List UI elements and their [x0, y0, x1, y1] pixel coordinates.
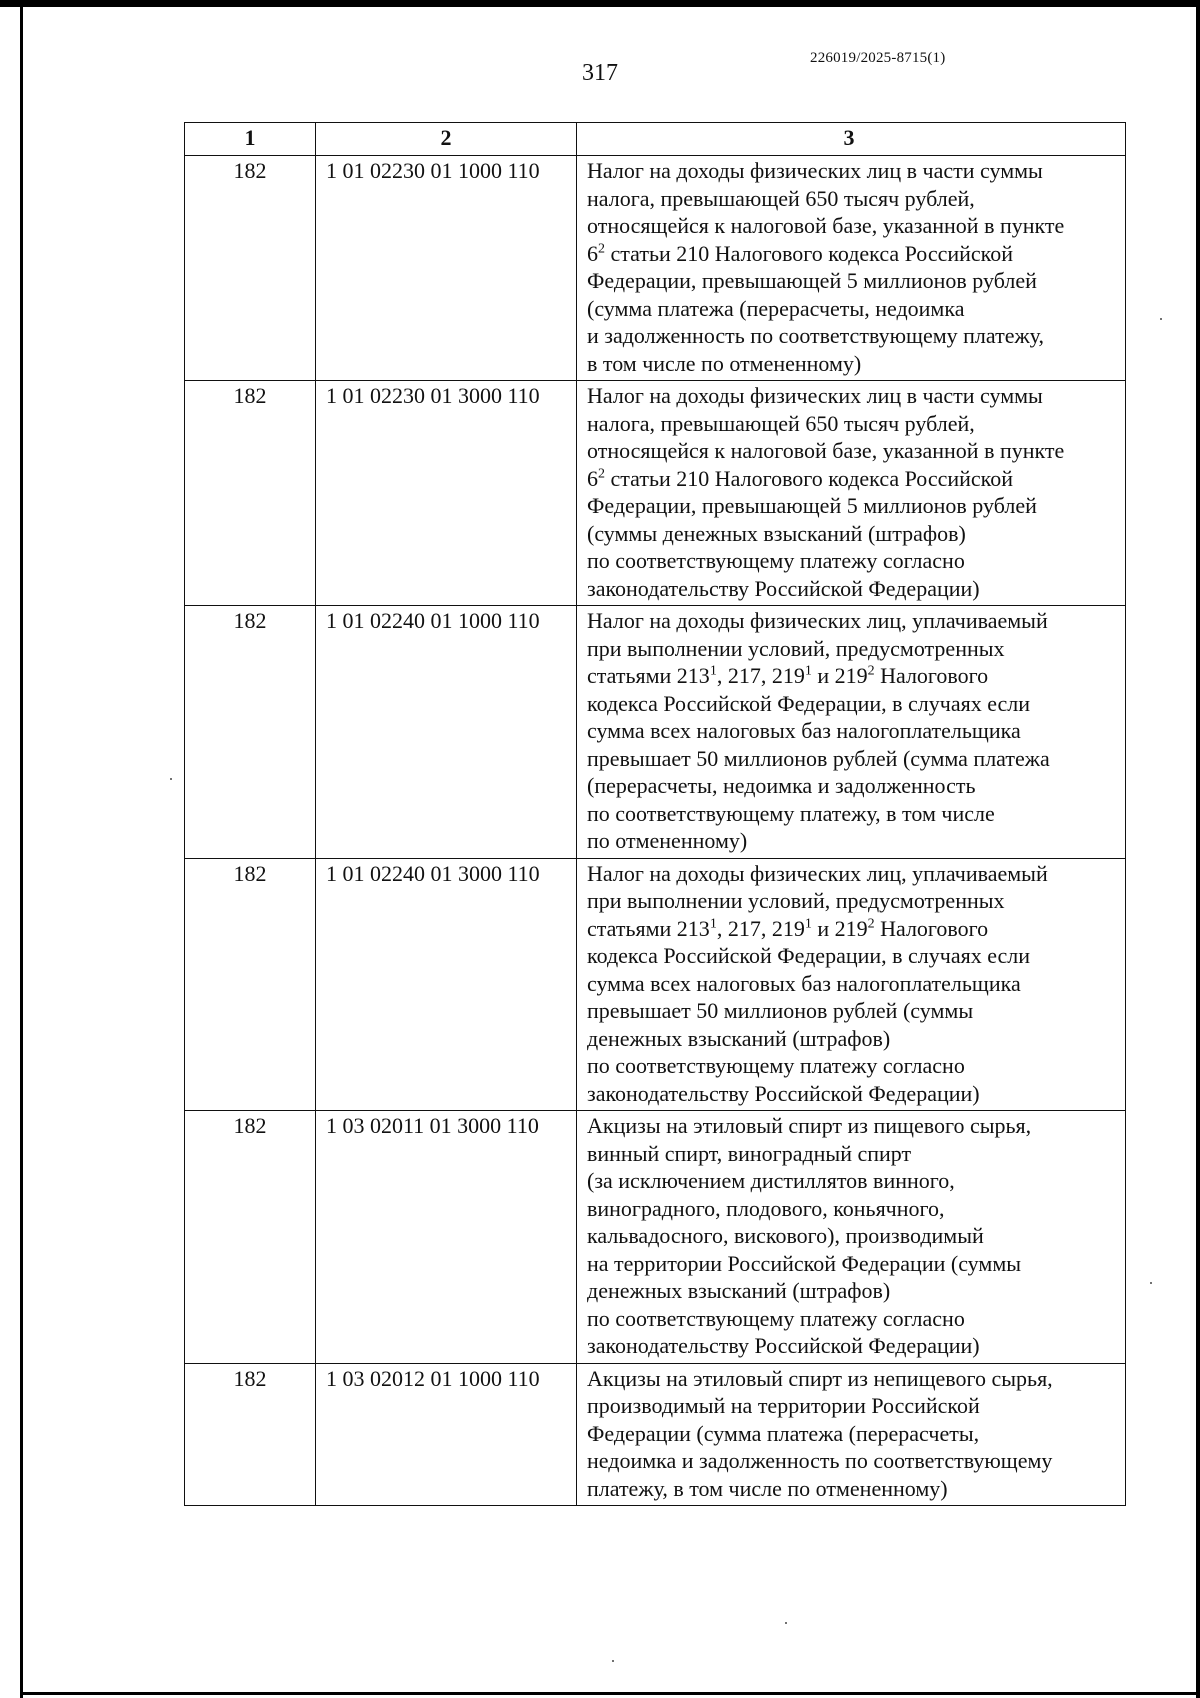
description-line: при выполнении условий, предусмотренных — [587, 888, 1005, 913]
table-row — [185, 156, 1126, 381]
description-line: (перерасчеты, недоимка и задолженность — [587, 773, 976, 798]
scan-border-bottom — [20, 1692, 1200, 1695]
description-line: недоимка и задолженность по соответствующему — [587, 1448, 1053, 1473]
budget-codes-table — [184, 122, 1126, 1506]
scan-speck — [612, 1660, 614, 1662]
revenue-description-cell — [577, 606, 1126, 859]
table-row — [185, 381, 1126, 606]
column-header-2: 2 — [316, 123, 577, 156]
description-line: (суммы денежных взысканий (штрафов) — [587, 520, 966, 546]
scan-speck — [1150, 1282, 1152, 1284]
scan-speck — [785, 1622, 787, 1624]
description-line: налога, превышающей 650 тысяч рублей, — [587, 410, 975, 436]
budget-classification-code-cell: 1 01 02240 01 1000 110 — [316, 606, 577, 859]
description-line: по отмененному) — [587, 828, 748, 853]
description-line: кальвадосного, вискового), производимый — [587, 1223, 984, 1248]
description-line: Налог на доходы физических лиц, уплачиваемый — [587, 608, 1048, 633]
description-line: по соответствующему платежу согласно — [587, 548, 965, 573]
scan-speck — [170, 778, 172, 780]
description-line: виноградного, плодового, коньячного, — [587, 1195, 945, 1221]
column-header-1: 1 — [185, 123, 316, 156]
table-body — [185, 156, 1126, 1506]
description-line: Акцизы на этиловый спирт из пищевого сырья, — [587, 1113, 1032, 1138]
budget-codes-table-container — [184, 122, 1126, 1506]
description-line: кодекса Российской Федерации, в случаях если — [587, 690, 1031, 716]
description-line: винный спирт, виноградный спирт — [587, 1140, 912, 1166]
admin-code-cell: 182 — [185, 1111, 316, 1364]
description-line: статьями $213^1$, 217, $219^1$ и $219^2$ Налогового — [587, 663, 989, 688]
table-header-row — [185, 123, 1126, 156]
description-line: Федерации, превышающей 5 миллионов рублей — [587, 493, 1037, 518]
scan-border-right — [1196, 0, 1200, 1698]
description-line: законодательству Российской Федерации) — [587, 1080, 980, 1106]
description-line: Федерации (сумма платежа (перерасчеты, — [587, 1420, 980, 1446]
admin-code-cell: 182 — [185, 606, 316, 859]
description-line: превышает 50 миллионов рублей (сумма платежа — [587, 745, 1050, 771]
description-line: $6^2$ статьи 210 Налогового кодекса Российской — [587, 465, 1014, 491]
description-line: Федерации, превышающей 5 миллионов рублей — [587, 268, 1037, 293]
scan-speck — [1160, 318, 1162, 320]
description-line: сумма всех налоговых баз налогоплательщика — [587, 718, 1021, 743]
description-line: кодекса Российской Федерации, в случаях если — [587, 943, 1031, 968]
table-row — [185, 858, 1126, 1111]
column-header-3: 3 — [577, 123, 1126, 156]
description-line: превышает 50 миллионов рублей (суммы — [587, 998, 974, 1023]
description-line: по соответствующему платежу согласно — [587, 1053, 965, 1078]
description-line: статьями $213^1$, 217, $219^1$ и $219^2$ Налогового — [587, 915, 989, 941]
budget-classification-code-cell: 1 01 02240 01 3000 110 — [316, 858, 577, 1111]
budget-classification-code-cell: 1 01 02230 01 3000 110 — [316, 381, 577, 606]
description-line: платежу, в том числе по отмененному) — [587, 1475, 948, 1501]
table-row — [185, 1111, 1126, 1364]
document-id: 226019/2025-8715(1) — [810, 50, 946, 66]
description-line: по соответствующему платежу согласно — [587, 1305, 965, 1331]
description-line: производимый на территории Российской — [587, 1393, 980, 1418]
description-line: по соответствующему платежу, в том числе — [587, 800, 995, 826]
admin-code-cell: 182 — [185, 381, 316, 606]
admin-code-cell: 182 — [185, 858, 316, 1111]
description-line: относящейся к налоговой базе, указанной в пункте — [587, 213, 1065, 238]
page-number: 317 — [582, 60, 618, 86]
description-line: $6^2$ статьи 210 Налогового кодекса Российской — [587, 240, 1014, 266]
admin-code-cell: 182 — [185, 1363, 316, 1506]
description-line: законодательству Российской Федерации) — [587, 1333, 980, 1358]
description-line: (за исключением дистиллятов винного, — [587, 1168, 955, 1193]
budget-classification-code-cell: 1 01 02230 01 1000 110 — [316, 156, 577, 381]
revenue-description-cell — [577, 858, 1126, 1111]
revenue-description-cell — [577, 156, 1126, 381]
description-line: законодательству Российской Федерации) — [587, 575, 980, 601]
table-row — [185, 606, 1126, 859]
revenue-description-cell — [577, 381, 1126, 606]
revenue-description-cell — [577, 1363, 1126, 1506]
description-line: Акцизы на этиловый спирт из непищевого сырья, — [587, 1365, 1053, 1391]
description-line: денежных взысканий (штрафов) — [587, 1025, 891, 1051]
description-line: Налог на доходы физических лиц, уплачиваемый — [587, 860, 1048, 886]
description-line: налога, превышающей 650 тысяч рублей, — [587, 185, 975, 211]
description-line: Налог на доходы физических лиц в части суммы — [587, 383, 1043, 408]
description-line: Налог на доходы физических лиц в части суммы — [587, 158, 1043, 183]
description-line: относящейся к налоговой базе, указанной в пункте — [587, 438, 1065, 463]
description-line: сумма всех налоговых баз налогоплательщика — [587, 970, 1021, 996]
budget-classification-code-cell: 1 03 02012 01 1000 110 — [316, 1363, 577, 1506]
description-line: (сумма платежа (перерасчеты, недоимка — [587, 295, 965, 321]
description-line: и задолженность по соответствующему платежу, — [587, 323, 1044, 348]
description-line: в том числе по отмененному) — [587, 350, 862, 376]
scan-border-left — [20, 0, 23, 1698]
admin-code-cell: 182 — [185, 156, 316, 381]
scan-border-top — [0, 0, 1200, 7]
revenue-description-cell — [577, 1111, 1126, 1364]
description-line: денежных взысканий (штрафов) — [587, 1278, 891, 1303]
description-line: при выполнении условий, предусмотренных — [587, 635, 1005, 661]
budget-classification-code-cell: 1 03 02011 01 3000 110 — [316, 1111, 577, 1364]
description-line: на территории Российской Федерации (суммы — [587, 1250, 1022, 1276]
table-row — [185, 1363, 1126, 1506]
